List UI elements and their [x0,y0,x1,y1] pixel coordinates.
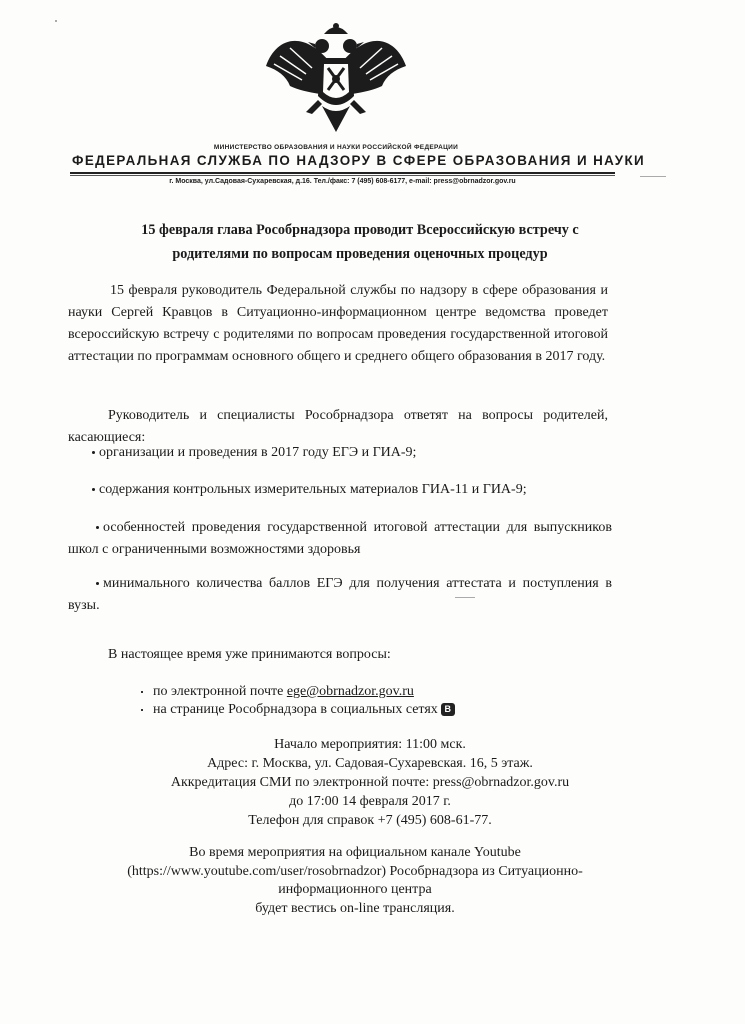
ministry-name: МИНИСТЕРСТВО ОБРАЗОВАНИЯ И НАУКИ РОССИЙСКОЙ ФЕДЕРАЦИИ [213,144,459,151]
list-item: особенностей проведения государственной итоговой аттестации для выпускников школ с ограниченными возможностями здоровья [68,520,612,557]
bullet-icon [141,709,143,711]
bullet-icon [92,451,95,454]
event-address: Адрес: г. Москва, ул. Садовая-Сухаревская. 16, 5 этаж. [207,756,533,771]
email-channel: по электронной почте ege@obrnadzor.gov.ru [153,684,414,700]
bullet-icon [92,488,95,491]
bullet-icon [96,526,99,529]
event-phone: Телефон для справок +7 (495) 608-61-77. [248,813,492,828]
social-channel: на странице Рособрнадзора в социальных сетях В [153,702,455,718]
event-accreditation: Аккредитация СМИ по электронной почте: press@obrnadzor.gov.ru [170,775,570,790]
broadcast-note: Во время мероприятия на официальном канале Youtube (https://www.youtube.com/user/rosobrnadzor) Рособрнадзора из Ситуационно- информационного центра будет вестись on-line трансляция. [127,845,583,916]
questions-accepting-note: В настоящее время уже принимаются вопросы: [108,647,391,662]
vk-icon[interactable]: В [441,703,455,716]
list-item: содержания контрольных измерительных материалов ГИА-11 и ГИА-9; [92,479,612,501]
questions-intro-paragraph: Руководитель и специалисты Рособрнадзора ответят на вопросы родителей, касающиеся: [68,408,608,445]
event-details [160,735,580,830]
scan-speck [55,20,57,22]
press-release-title: 15 февраля глава Рособрнадзора проводит Всероссийскую встречу с родителями по вопросам проведения оценочных процедур [141,222,579,262]
intro-paragraph: 15 февраля руководитель Федеральной службы по надзору в сфере образования и науки Сергей Кравцов в Ситуационно-информационном центре ведомства проведет всероссийскую встречу с родителями по вопросам проведения государственной итоговой аттестации по программам основного общего и среднего общего образования в 2017 году. [68,283,608,364]
email-link[interactable]: ege@obrnadzor.gov.ru [286,684,414,699]
event-start: Начало мероприятия: 11:00 мск. [274,737,466,752]
scan-speck [455,597,475,598]
double-headed-eagle-emblem-icon [262,20,410,142]
bullet-icon [141,691,143,693]
event-deadline: до 17:00 14 февраля 2017 г. [289,794,451,809]
list-item: минимального количества баллов ЕГЭ для получения аттестата и поступления в вузы. [68,576,612,613]
letterhead-rule-thin [70,175,615,176]
scan-speck [640,176,666,177]
agency-name: ФЕДЕРАЛЬНАЯ СЛУЖБА ПО НАДЗОРУ В СФЕРЕ ОБРАЗОВАНИЯ И НАУКИ [72,153,646,168]
letterhead-rule [70,172,615,174]
bullet-icon [96,582,99,585]
list-item: организации и проведения в 2017 году ЕГЭ и ГИА-9; [92,442,612,464]
letterhead-contacts: г. Москва, ул.Садовая-Сухаревская, д.16. Тел./факс: 7 (495) 608-6177, e-mail: press@obrnadzor.gov.ru [169,178,516,185]
